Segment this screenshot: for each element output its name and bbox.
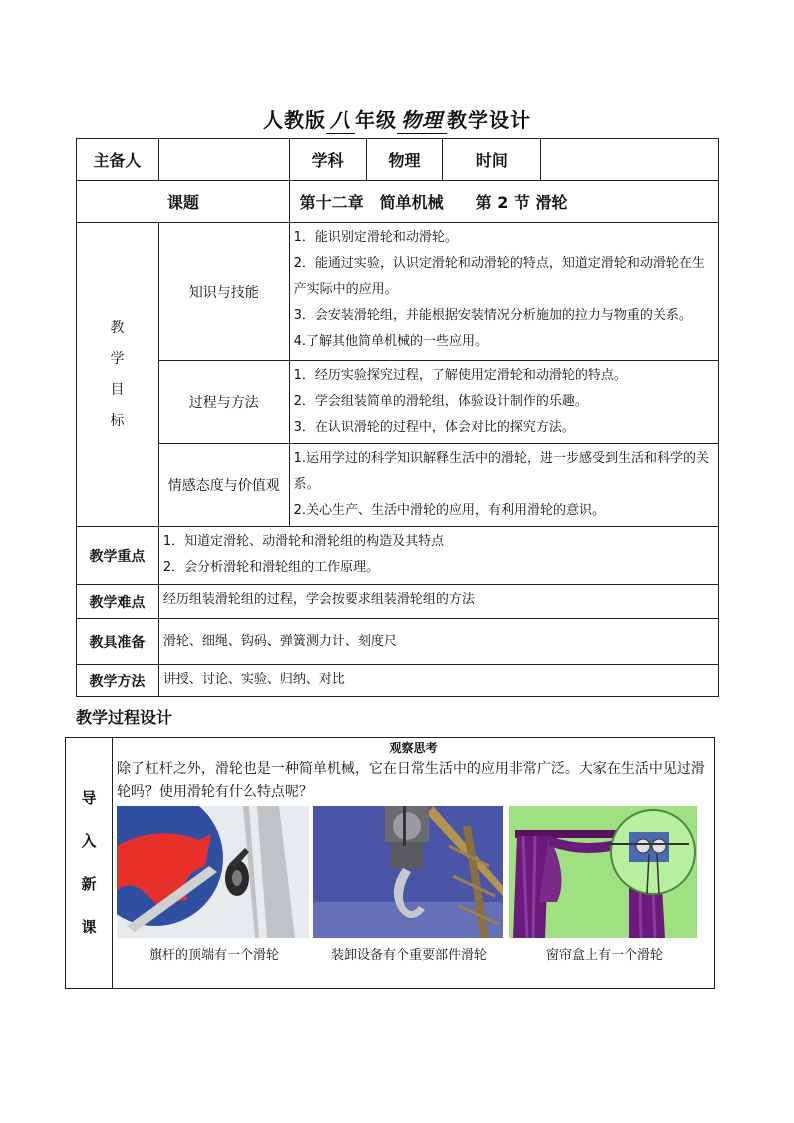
stage-vertical-label — [66, 738, 113, 989]
process-item: 3．在认识滑轮的过程中，体会对比的探究方法。 — [293, 420, 575, 435]
materials-value: 滑轮、细绳、钩码、弹簧测力计、刻度尺 — [158, 619, 718, 665]
process-item: 2．学会组装简单的滑轮组，体验设计制作的乐趣。 — [293, 394, 588, 409]
intro-text: 除了杠杆之外，滑轮也是一种简单机械，它在日常生活中的应用非常广泛。大家在生活中见过滑轮吗？使用滑轮有什么特点呢？ — [116, 761, 705, 800]
preparer-label: 主备人 — [77, 139, 159, 181]
stage-content — [112, 738, 714, 989]
stage-char: 课 — [81, 918, 97, 936]
knowledge-item: 2．能通过实验，认识定滑轮和动滑轮的特点，知道定滑轮和动滑轮在生产实际中的应用。 — [293, 256, 705, 297]
attitude-label: 情感态度与价值观 — [158, 444, 289, 527]
knowledge-item: 1．能识别定滑轮和动滑轮。 — [293, 230, 458, 245]
knowledge-content — [289, 223, 718, 361]
attitude-content — [289, 444, 718, 527]
image-captions — [113, 944, 714, 968]
stage-char: 新 — [81, 875, 97, 893]
subject-label: 学科 — [289, 139, 366, 181]
stage-char: 入 — [81, 832, 97, 850]
attitude-item: 1.运用学过的科学知识解释生活中的滑轮，进一步感受到生活和科学的关系。 — [293, 451, 710, 492]
difficult-points-label: 教学难点 — [77, 585, 159, 619]
time-value — [541, 139, 719, 181]
key-points-content — [158, 527, 718, 585]
process-table — [65, 737, 715, 989]
topic-value: 第十二章 简单机械 第 2 节 滑轮 — [289, 181, 718, 223]
key-point-item: 2．会分析滑轮和滑轮组的工作原理。 — [162, 560, 380, 575]
topic-label: 课题 — [77, 181, 290, 223]
title-suffix: 教学设计 — [447, 108, 531, 132]
process-section-heading: 教学过程设计 — [76, 708, 173, 727]
materials-label: 教具准备 — [77, 619, 159, 665]
objectives-char: 教 — [110, 319, 125, 336]
attitude-item: 2.关心生产、生活中滑轮的应用，有利用滑轮的意识。 — [293, 503, 606, 518]
caption-flagpole: 旗杆的顶端有一个滑轮 — [148, 948, 279, 963]
key-points-label: 教学重点 — [77, 527, 159, 585]
caption-curtain: 窗帘盒上有一个滑轮 — [545, 948, 663, 963]
process-content — [289, 361, 718, 444]
flagpole-pulley-image — [117, 806, 309, 938]
title-subject: 物理 — [397, 104, 447, 134]
lesson-info-table — [76, 138, 719, 697]
knowledge-item: 3．会安装滑轮组，并能根据安装情况分析施加的拉力与物重的关系。 — [293, 308, 692, 323]
objectives-char: 目 — [110, 381, 125, 398]
objectives-char: 标 — [110, 412, 125, 429]
process-item: 1．经历实验探究过程，了解使用定滑轮和动滑轮的特点。 — [293, 368, 627, 383]
pulley-images — [113, 804, 714, 944]
knowledge-item: 4.了解其他简单机械的一些应用。 — [293, 334, 489, 349]
title-grade: 八 — [326, 104, 355, 134]
knowledge-label: 知识与技能 — [158, 223, 289, 361]
document-title — [0, 104, 794, 134]
title-mid: 年级 — [355, 108, 397, 132]
time-label: 时间 — [443, 139, 541, 181]
stage-char: 导 — [81, 789, 97, 807]
process-label: 过程与方法 — [158, 361, 289, 444]
subject-value: 物理 — [366, 139, 443, 181]
observe-title: 观察思考 — [389, 741, 438, 755]
title-prefix: 人教版 — [263, 108, 326, 132]
objectives-char: 学 — [110, 350, 125, 367]
curtain-pulley-image — [509, 806, 697, 938]
crane-pulley-image — [313, 806, 503, 938]
methods-value: 讲授、讨论、实验、归纳、对比 — [158, 665, 718, 697]
methods-label: 教学方法 — [77, 665, 159, 697]
objectives-vertical-label — [77, 223, 159, 527]
caption-crane: 装卸设备有个重要部件滑轮 — [330, 948, 487, 963]
key-point-item: 1．知道定滑轮、动滑轮和滑轮组的构造及其特点 — [162, 534, 445, 549]
preparer-value — [158, 139, 289, 181]
difficult-points-value: 经历组装滑轮组的过程，学会按要求组装滑轮组的方法 — [158, 585, 718, 619]
